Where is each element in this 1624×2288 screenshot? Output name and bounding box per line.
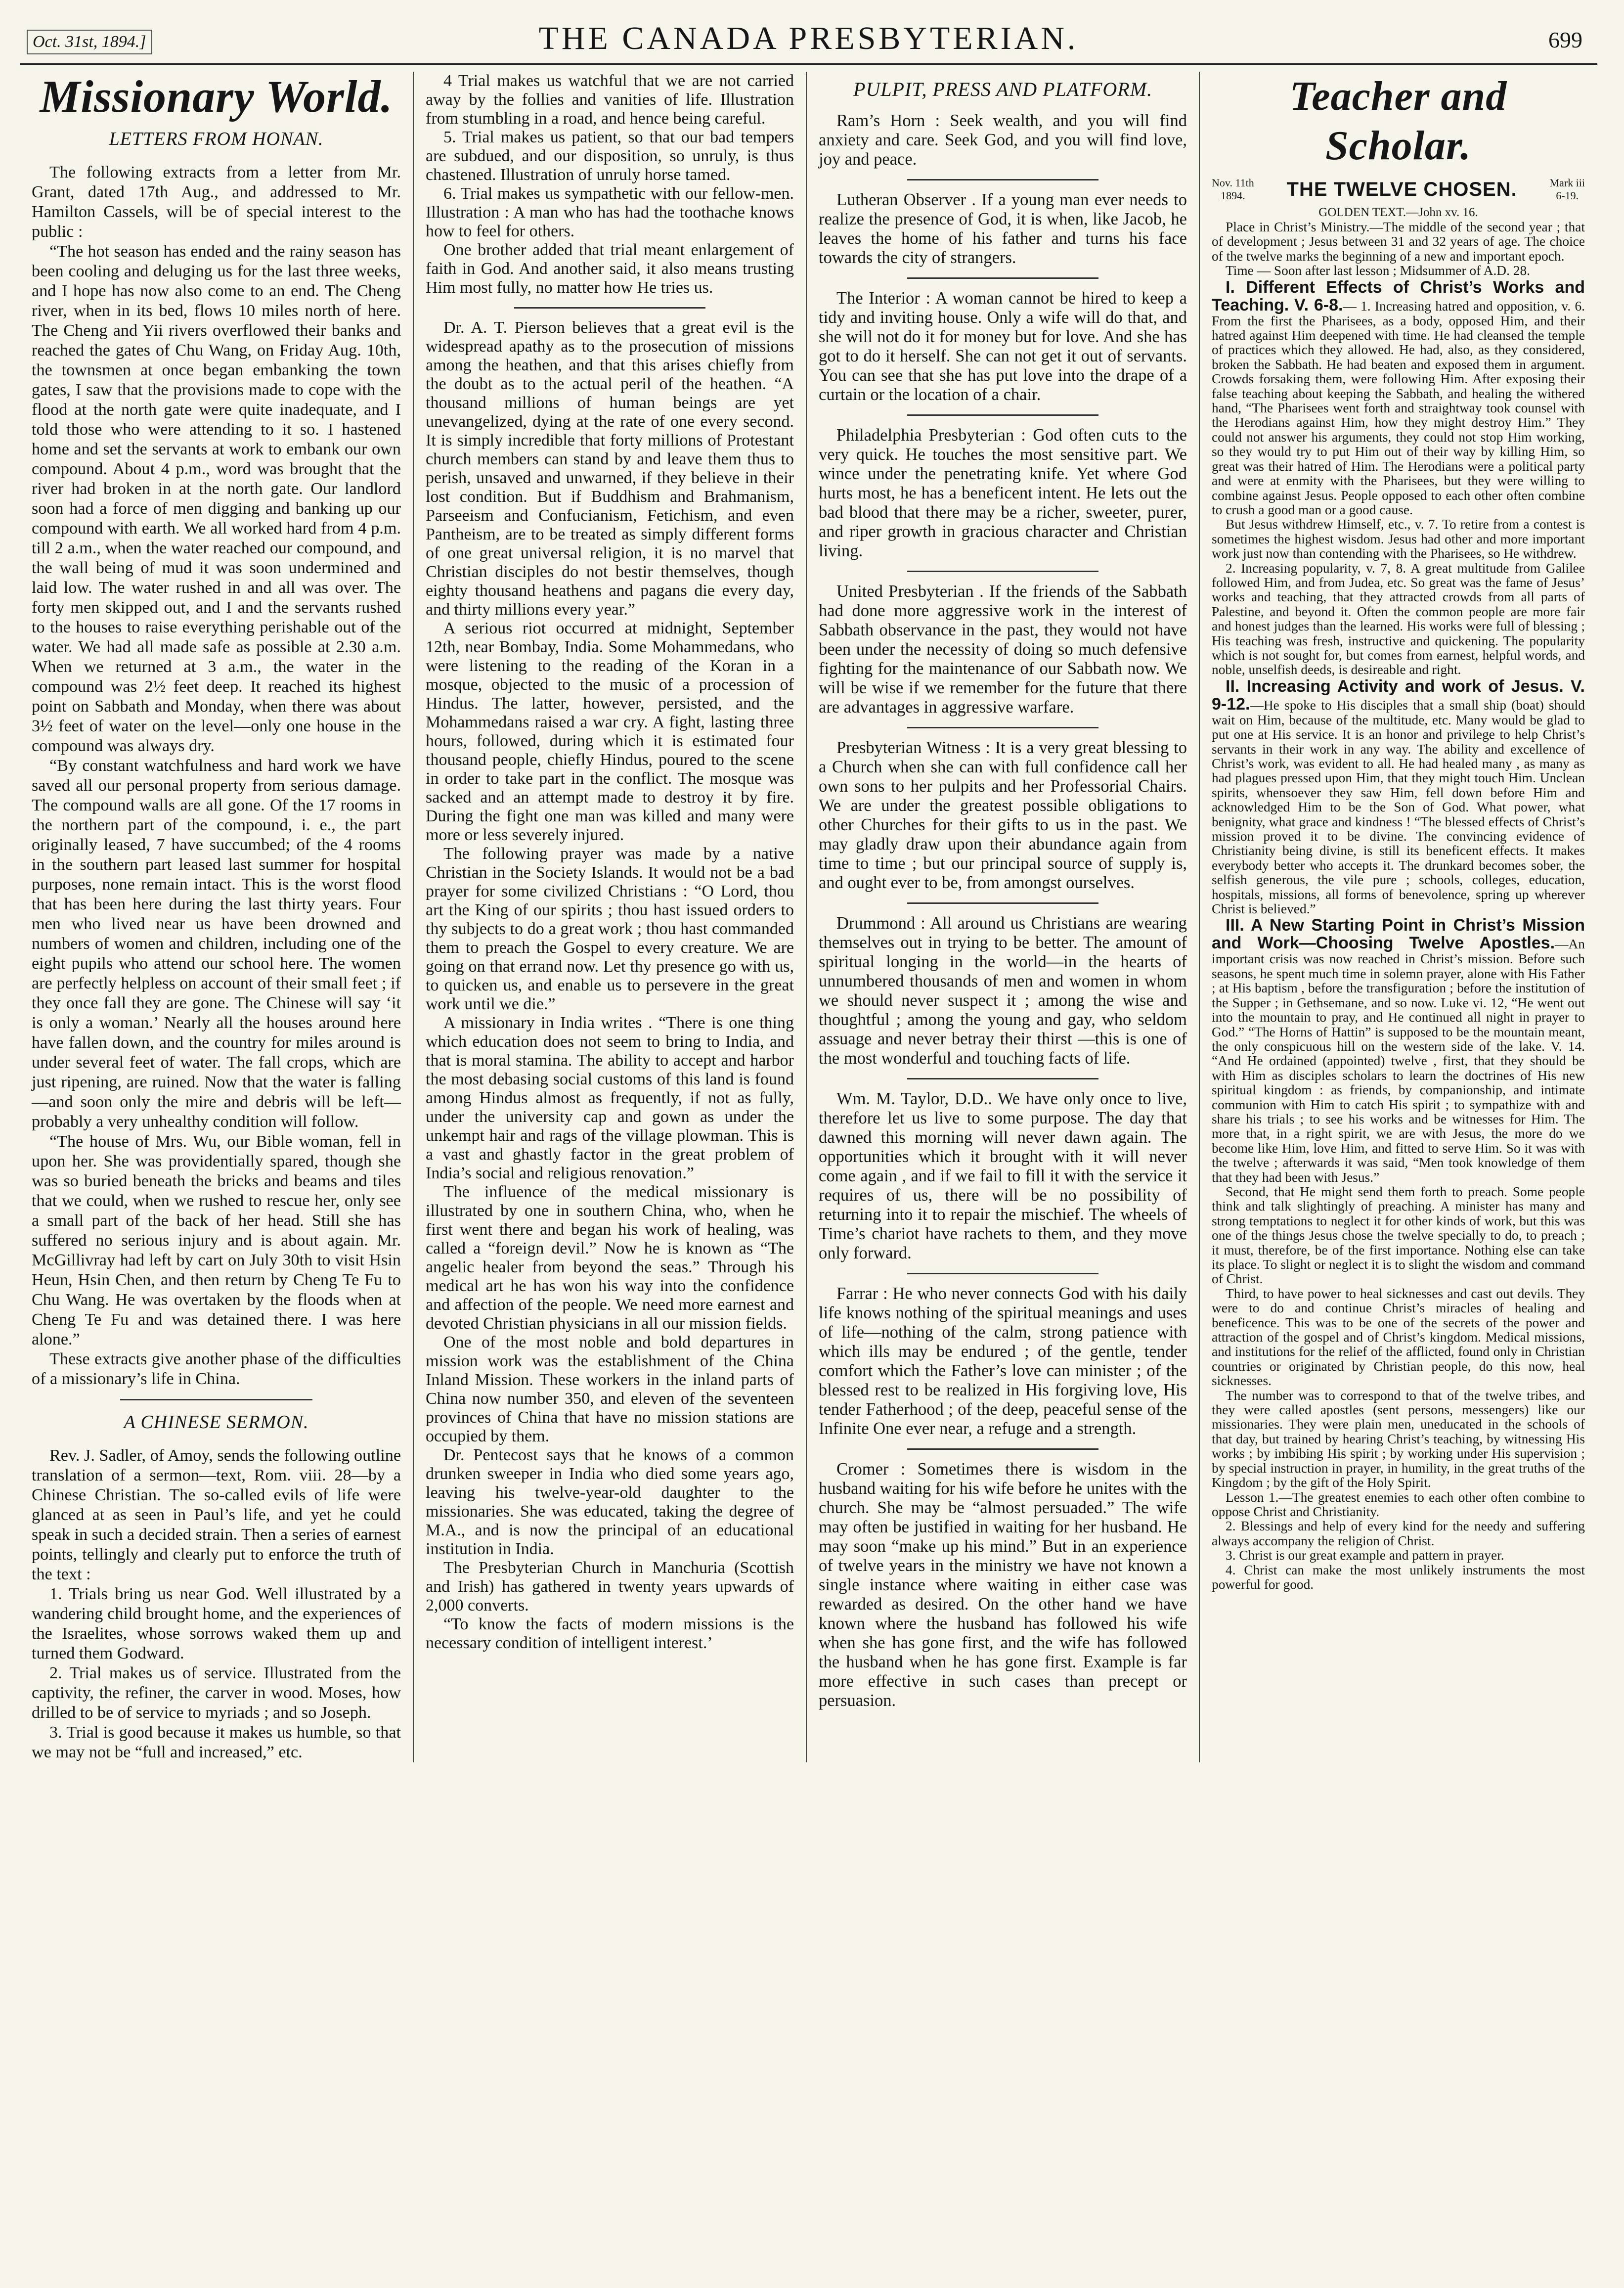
paragraph: The influence of the medical missionary is illustrated by one in southern China, who, when he first went there and began his work of healing, was called a “foreign devil.” Now he is known as “The angelic healer from beyond the seas.” Through his medical art he has won his way into the confidence and affection of the people. We need more earnest and devoted Christian physicians in all our mission fields. — [426, 1183, 794, 1333]
paragraph: One of the most noble and bold departures in mission work was the establishment of the China Inland Mission. These workers in the inland parts of China now number 350, and eleven of the seventeen provinces of China that have no mission stations are occupied by them. — [426, 1333, 794, 1445]
lesson-reference — [1550, 177, 1585, 202]
divider — [907, 727, 1098, 728]
divider — [907, 1273, 1098, 1274]
quotation: Philadelphia Presbyterian : God often cuts to the very quick. He touches the most sensitive part. We wince under the penetrating knife. Yet where God hurts most, he has a beneficent intent. He lets out the bad blood that there may be a richer, sweeter, purer, and riper growth in gracious character and Christian living. — [819, 426, 1187, 560]
paragraph: Lesson 1.—The greatest enemies to each other often combine to oppose Christ and Christianity. — [1212, 1489, 1585, 1519]
department-heading: PULPIT, PRESS AND PLATFORM. — [853, 78, 1153, 100]
divider — [907, 902, 1098, 904]
paragraph: The number was to correspond to that of the twelve tribes, and they were called apostles (sent persons, messengers) like our missionaries. They were plain men, uneducated in the schools of that day, but trained by hearing Christ’s teaching, by witnessing His works ; by imbibing His spirit ; by working under His supervision ; by special instruction in prayer, in humility, in the great truths of the Kingdom ; by the gift of the Holy Spirit. — [1212, 1388, 1585, 1490]
paragraph: 5. Trial makes us patient, so that our bad tempers are subdued, and our disposition, so unruly, is thus chastened. Illustration of unruly horse tamed. — [426, 128, 794, 184]
point-heading: II. Increasing Activity and work of Jesus. V. 9-12. — [1212, 676, 1585, 714]
quotation: Ram’s Horn : Seek wealth, and you will find anxiety and care. Seek God, and you will find love, joy and peace. — [819, 111, 1187, 169]
paragraph: Rev. J. Sadler, of Amoy, sends the following outline translation of a sermon—text, Rom. viii. 28—by a Chinese Christian. The so-called evils of life were glanced at as seen in Paul’s life, and yet he could speak in such a decided strain. Then a series of earnest points, tellingly and clearly put to enforce the truth of the text : — [32, 1446, 401, 1583]
paragraph: The following extracts from a letter from Mr. Grant, dated 17th Aug., and addressed to Mr. Hamilton Cassels, will be of special interest to the public : — [32, 163, 401, 241]
quotation: Cromer : Sometimes there is wisdom in the husband waiting for his wife before he unites with the church. She may be “almost persuaded.” The wife may often be justified in waiting for her husband. He may soon “make up his mind.” But in an experience of twelve years in the ministry we have not known a single instance where waiting in either case was rewarded as desired. On the other hand we have known where the husband has followed his wife when she has gone first, and the wife has followed the husband when he has gone first. Example is far more effective in such cases than precept or persuasion. — [819, 1460, 1187, 1710]
divider — [907, 571, 1098, 572]
paragraph: 2. Blessings and help of every kind for the needy and suffering always accompany the religion of Christ. — [1212, 1519, 1585, 1548]
lesson-title: THE TWELVE CHOSEN. — [1286, 178, 1517, 200]
newspaper-title: THE CANADA PRESBYTERIAN. — [538, 20, 1079, 56]
paragraph: 2. Increasing popularity, v. 7, 8. A great multitude from Galilee followed Him, and from Judea, etc. So great was the fame of Jesus’ works and teaching, that they attracted crowds from all parts of Palestine, and beyond it. Often the common people are more fair and honest judges than the learned. His works were full of blessing ; His teaching was fresh, instructive and quickening. The popularity which is not sought for, but comes from earnest, helpful words, and noble, unselfish deeds, is desireable and right. — [1212, 560, 1585, 677]
issue-date: Oct. 31st, 1894.] — [27, 30, 152, 54]
paragraph: 3. Trial is good because it makes us humble, so that we may not be “full and increased,” etc. — [32, 1723, 401, 1761]
paragraph: The Presbyterian Church in Manchuria (Scottish and Irish) has gathered in twenty years upwards of 2,000 converts. — [426, 1559, 794, 1615]
paragraph: Second, that He might send them forth to preach. Some people think and talk slightingly of preaching. A minister has many and strong temptations to neglect it for other kinds of work, but this was one of the things Jesus chose the twelve specially to do, to preach ; it must, therefore, be of the first importance. Nothing else can take its place. To slight or neglect it is to slight the wisdom and command of Christ. — [1212, 1184, 1585, 1287]
column-teacher-and-scholar — [1199, 72, 1597, 1762]
paragraph: A serious riot occurred at midnight, September 12th, near Bombay, India. Some Mohammedans, who were listening to the reading of the Koran in a mosque, objected to the music of a procession of Hindus. The latter, however, persisted, and the Mohammedans raised a war cry. A fight, lasting three hours, followed, during which it is estimated four thousand people, chiefly Hindus, poured to the scene in order to take part in the conflict. The mosque was sacked and an attempt made to destroy it by fire. During the fight one man was killed and many were more or less severely injured. — [426, 619, 794, 844]
paragraph: 3. Christ is our great example and pattern in prayer. — [1226, 1548, 1504, 1563]
paragraph: But Jesus withdrew Himself, etc., v. 7. To retire from a contest is sometimes the highest wisdom. Jesus had other and more important work just now than contending with the Pharisees, so He withdrew. — [1212, 517, 1585, 561]
article-title: A CHINESE SERMON. — [124, 1412, 309, 1433]
paragraph: 2. Trial makes us of service. Illustrated from the captivity, the refiner, the carver in wood. Moses, how drilled to be of service to myriads ; and so Joseph. — [32, 1664, 401, 1722]
divider — [120, 1399, 312, 1400]
quotation: Drummond : All around us Christians are wearing themselves out in trying to be better. The amount of spiritual longing in the world—in the hearts of unnumbered thousands of men and women in whom we should never suspect it ; among the wise and thoughtful ; among the young and gay, who seldom assuage and never betray their thirst —this is one of the most wonderful and touching facts of life. — [819, 914, 1187, 1068]
paragraph: “By constant watchfulness and hard work we have saved all our personal property from serious damage. The compound walls are all gone. Of the 17 rooms in the northern part of the compound, i. e., the part originally leased, 7 have succumbed; of the 4 rooms in the southern part leased last summer for hospital purposes, none remain intact. This is the worst flood that has been here during the last thirty years. Four men who lived near us have been drowned and numbers of women and children, including one of the eight pupils who attend our school here. The women are perfectly helpless on account of their small feet ; if they once fall they are gone. The Chinese will say ‘it is only a woman.’ Nearly all the houses around here have fallen down, and the country for miles around is under several feet of water. The fall crops, which are just ripening, are ruined. Now that the water is falling—and soon only the mire and debris will be left—probably a very unhealthy condition will follow. — [32, 757, 401, 1131]
quotation: United Presbyterian . If the friends of the Sabbath had done more aggressive work in the interest of Sabbath observance in the past, they would not have been under the necessity of doing so much defensive fighting for the maintenance of our Sabbath now. We will be wise if we remember for the future that there are advantages in aggressive warfare. — [819, 582, 1187, 717]
paragraph: Place in Christ’s Ministry.—The middle of the second year ; that of development ; Jesus between 31 and 32 years of age. The choice of the twelve marks the beginning of a new and important epoch. — [1212, 220, 1585, 264]
lesson-date — [1212, 177, 1254, 202]
divider — [907, 1078, 1098, 1079]
point-body: — 1. Increasing hatred and opposition, v. 6. From the first the Pharisees, as a body, opposed Him, and their hatred against Him deepened with time. He had cleansed the temple of practices which they allowed. He had, also, as they considered, broken the Sabbath. He had beaten and exposed them in argument. Crowds forsaking them, were following Him. After exposing their false teaching about keeping the Sabbath, and healing the withered hand, “The Pharisees went forth and straightway took counsel with the Herodians against Him, how they might destroy Him.” They could not answer his arguments, they could not stop Him working, so they would try to put Him out of their way by killing Him, so great was their hatred of Him. The Herodians were a political party and were at enmity with the Pharisees, but they were willing to combine against Jesus. People opposed to each other often combine to crush a good man or a good cause. — [1212, 298, 1585, 517]
point-heading: III. A New Starting Point in Christ’s Mission and Work—Choosing Twelve Apostles. — [1212, 916, 1585, 953]
point-heading: I. Different Effects of Christ’s Works and Teaching. V. 6-8. — [1212, 277, 1585, 314]
paragraph: Dr. Pentecost says that he knows of a common drunken sweeper in India who died some years ago, leaving his twelve-year-old daughter to the missionaries. She was educated, taking the degree of M.A., and is now the principal of an educational institution in India. — [426, 1446, 794, 1558]
lesson-date-line: 1894. — [1221, 189, 1245, 202]
lesson-point — [1212, 677, 1585, 917]
lesson-point — [1212, 278, 1585, 518]
divider — [907, 1448, 1098, 1450]
lesson-ref-line: 6-19. — [1556, 189, 1579, 202]
quotation: Lutheran Observer . If a young man ever needs to realize the presence of God, it is when, like Jacob, he leaves the home of his father and turns his face towards the city of strangers. — [819, 190, 1187, 267]
point-body: —He spoke to His disciples that a small ship (boat) should wait on Him, because of the multitude, etc. Many would be glad to put one at His service. It is an honor and privilege to help Christ’s servants in their work in any way. The ability and excellence of Christ’s work, was evident to all. He had healed many , as many as had plagues pressed upon Him, that they might touch Him. Unclean spirits, whensoever they saw Him, fell down before Him and acknowledged Him to be the Son of God. What power, what benignity, what grace and kindness ! “The blessed effects of Christ’s mission proved it to be divine. The convincing evidence of Christianity being divine, is still its beneficent effects. It makes everybody better who accepts it. The drunkard becomes sober, the selfish generous, the vile pure ; schools, colleges, education, hospitals, missions, all forms of benevolence, spring up wherever Christ is believed.” — [1212, 697, 1585, 917]
lesson-header — [1212, 177, 1585, 202]
column-pulpit-press-platform — [806, 72, 1199, 1762]
paragraph: 6. Trial makes us sympathetic with our fellow-men. Illustration : A man who has had the toothache knows how to feel for others. — [426, 184, 794, 240]
lesson-point — [1212, 916, 1585, 1185]
paragraph: “The house of Mrs. Wu, our Bible woman, fell in upon her. She was providentially spared, though she was so buried beneath the bricks and beams and tiles that we could, when we rushed to rescue her, only see a small part of the back of her head. Still she has suffered no serious injury and is about again. Mr. McGillivray had left by cart on July 30th to visit Hsin Heun, Hsin Chen, and then return by Cheng Te Fu to Chu Wang. He was overtaken by the floods when at Cheng Te Fu and was detained there. I was here alone.” — [32, 1132, 401, 1348]
paragraph: These extracts give another phase of the difficulties of a missionary’s life in China. — [32, 1350, 401, 1388]
paragraph: Dr. A. T. Pierson believes that a great evil is the widespread apathy as to the prosecution of missions among the heathen, and that this arises chiefly from the doubt as to the actual peril of the heathen. “A thousand millions of human beings are yet unevangelized, dying at the rate of one every second. It is simply incredible that forty millions of Protestant church members can stand by and leave them thus to perish, unsaved and unwarned, if they believe in their lost condition. But if Buddhism and Brahmanism, Parseeism and Confucianism, Fetichism, and even Pantheism, are to be treated as simply different forms of one great universal religion, it is no marvel that Christian disciples do not bestir themselves, though eighty thousand heathens and pagans die every day, and thirty millions every year.” — [426, 318, 794, 619]
lesson-date-line: Nov. 11th — [1212, 177, 1254, 189]
divider — [514, 307, 705, 309]
quotation: Presbyterian Witness : It is a very great blessing to a Church when she can with full confidence call her own sons to her pulpits and her Professorial Chairs. We are under the greatest possible obligations to other Churches for their gifts to us in the past. We may gladly draw upon their abundance again from time to time ; but our principal source of supply is, and ought ever to be, from amongst ourselves. — [819, 738, 1187, 892]
department-heading: Missionary World. — [40, 71, 393, 122]
paragraph: The following prayer was made by a native Christian in the Society Islands. It would not be a bad prayer for some civilized Christians : “O Lord, thou art the King of our spirits ; thou hast issued orders to thy subjects to do a great work ; thou hast commanded them to preach the Gospel to every creature. We are going on that errand now. Let thy presence go with us, to quicken us, and enable us to persevere in the great work until we die.” — [426, 845, 794, 1013]
article-title: LETTERS FROM HONAN. — [109, 129, 324, 149]
quotation: Farrar : He who never connects God with his daily life knows nothing of the spiritual meanings and uses of life—nothing of the calm, strong patience with which ills may be endured ; of the gentle, tender comfort which the Father’s love can minister ; of the blessed rest to be realized in His forgiving love, His tender Fatherhood ; of the deep, peaceful sense of the Infinite One ever near, a refuge and a strength. — [819, 1284, 1187, 1438]
point-body: —An important crisis was now reached in Christ’s mission. Before such seasons, he spent much time in solemn prayer, alone with His Father ; at His baptism , before the transfiguration ; before the institution of the Supper ; in Gethsemane, and so now. Luke vi. 12, “He went out into the mountain to pray, and He continued all night in prayer to God.” “The Horns of Hattin” is supposed to be the mountain meant, the only conspicuous hill on the western side of the lake. V. 14. “And He ordained (appointed) twelve , first, that they should be with Him as disciples scholars to learn the doctrines of His new spiritual kingdom : as friends, by companionship, and intimate communion with Him to catch His spirit ; to sympathize with and share his trials ; to see his works and be witnesses for Him. The more that, in a right spirit, we are with Jesus, the more do we become like Him, love Him, and fitted to serve Him. So it was with the twelve ; afterwards it was said, “Men took knowledge of them that they had been with Jesus.” — [1212, 937, 1585, 1185]
lesson-ref-line: Mark iii — [1549, 177, 1585, 189]
column-missions-continued — [413, 72, 806, 1762]
divider — [907, 179, 1098, 180]
column-missionary-world — [20, 72, 413, 1762]
paragraph: Third, to have power to heal sicknesses and cast out devils. They were to do and continue Christ’s miracles of healing and beneficence. This was to be one of the secrets of the power and attraction of the gospel and of Christ’s kingdom. Medical missions, and institutions for the relief of the afflicted, found only in Christian countries or originated by Christian people, do this now, heal sicknesses. — [1212, 1286, 1585, 1389]
masthead — [20, 10, 1597, 65]
paragraph: One brother added that trial meant enlargement of faith in God. And another said, it also means trusting Him most fully, no matter how He tries us. — [426, 241, 794, 297]
paragraph: “The hot season has ended and the rainy season has been cooling and deluging us for the last three weeks, and I hope has now also come to an end. The Cheng river, when in its bed, flows 10 miles north of here. The Cheng and Yii rivers overflowed their banks and reached the gates of Chu Wang, on Friday Aug. 10th, the townsmen at once began embanking the town gates, I saw that the provisions made to cope with the flood at the north gate were quite inadequate, and I told those who were attending to it so. I hastened home and set the servants at work to embank our own compound. About 4 p.m., word was brought that the river had broken in at the north gate. Our landlord soon had a force of men digging and banking up our compound with earth. We all worked hard from 4 p.m. till 2 a.m., when the water reached our compound, and the wall being of mud it was soon undermined and laid low. The water rushed in and all was over. The forty men skipped out, and I and the servants rushed to the houses to raise everything perishable out of the water. We had all made safe as possible at 2.30 a.m. When we returned at 3 a.m., the water in the compound was 2½ feet deep. It reached its highest point on Sabbath and Monday, when there was about 3½ feet of water on the level—only one house in the compound was always dry. — [32, 242, 401, 755]
paragraph: Time — Soon after last lesson ; Midsummer of A.D. 28. — [1226, 263, 1531, 278]
divider — [907, 277, 1098, 279]
paragraph: 1. Trials bring us near God. Well illustrated by a wandering child brought home, and the experiences of the Israelites, whose sorrows waked them up and turned them Godward. — [32, 1585, 401, 1662]
paragraph: “To know the facts of modern missions is the necessary condition of intelligent interest.’ — [426, 1615, 794, 1652]
paragraph: 4 Trial makes us watchful that we are not carried away by the follies and vanities of life. Illustration from stumbling in a road, and hence being careful. — [426, 72, 794, 128]
golden-text: GOLDEN TEXT.—John xv. 16. — [1318, 206, 1478, 219]
paragraph: A missionary in India writes . “There is one thing which education does not seem to bring to India, and that is moral stamina. The ability to accept and harbor the most debasing social customs of this land is found among Hindus almost as frequently, if not as fully, under the university cap and gown as under the unkempt hair and rags of the village plowman. This is a vast and ghastly factor in the great problem of India’s social and religious renovation.” — [426, 1014, 794, 1182]
columns — [20, 72, 1597, 1762]
paragraph: 4. Christ can make the most unlikely instruments the most powerful for good. — [1212, 1562, 1585, 1592]
page-number: 699 — [1548, 27, 1582, 52]
divider — [907, 414, 1098, 416]
quotation: Wm. M. Taylor, D.D.. We have only once to live, therefore let us live to some purpose. The day that dawned this morning will never dawn again. The opportunities which it brought with it will never come again , and if we fail to fill it with the service it requires of us, there will be no possibility of returning into it to repair the mischief. The wheels of Time’s chariot have rachets to them, and they move only forward. — [819, 1089, 1187, 1262]
department-heading: Teacher and Scholar. — [1289, 73, 1507, 169]
quotation: The Interior : A woman cannot be hired to keep a tidy and inviting house. Only a wife will do that, and she will not do it for money but for love. And she has got to do it herself. She can not get it out of servants. You can see that she has put love into the drape of a curtain or the location of a chair. — [819, 289, 1187, 404]
